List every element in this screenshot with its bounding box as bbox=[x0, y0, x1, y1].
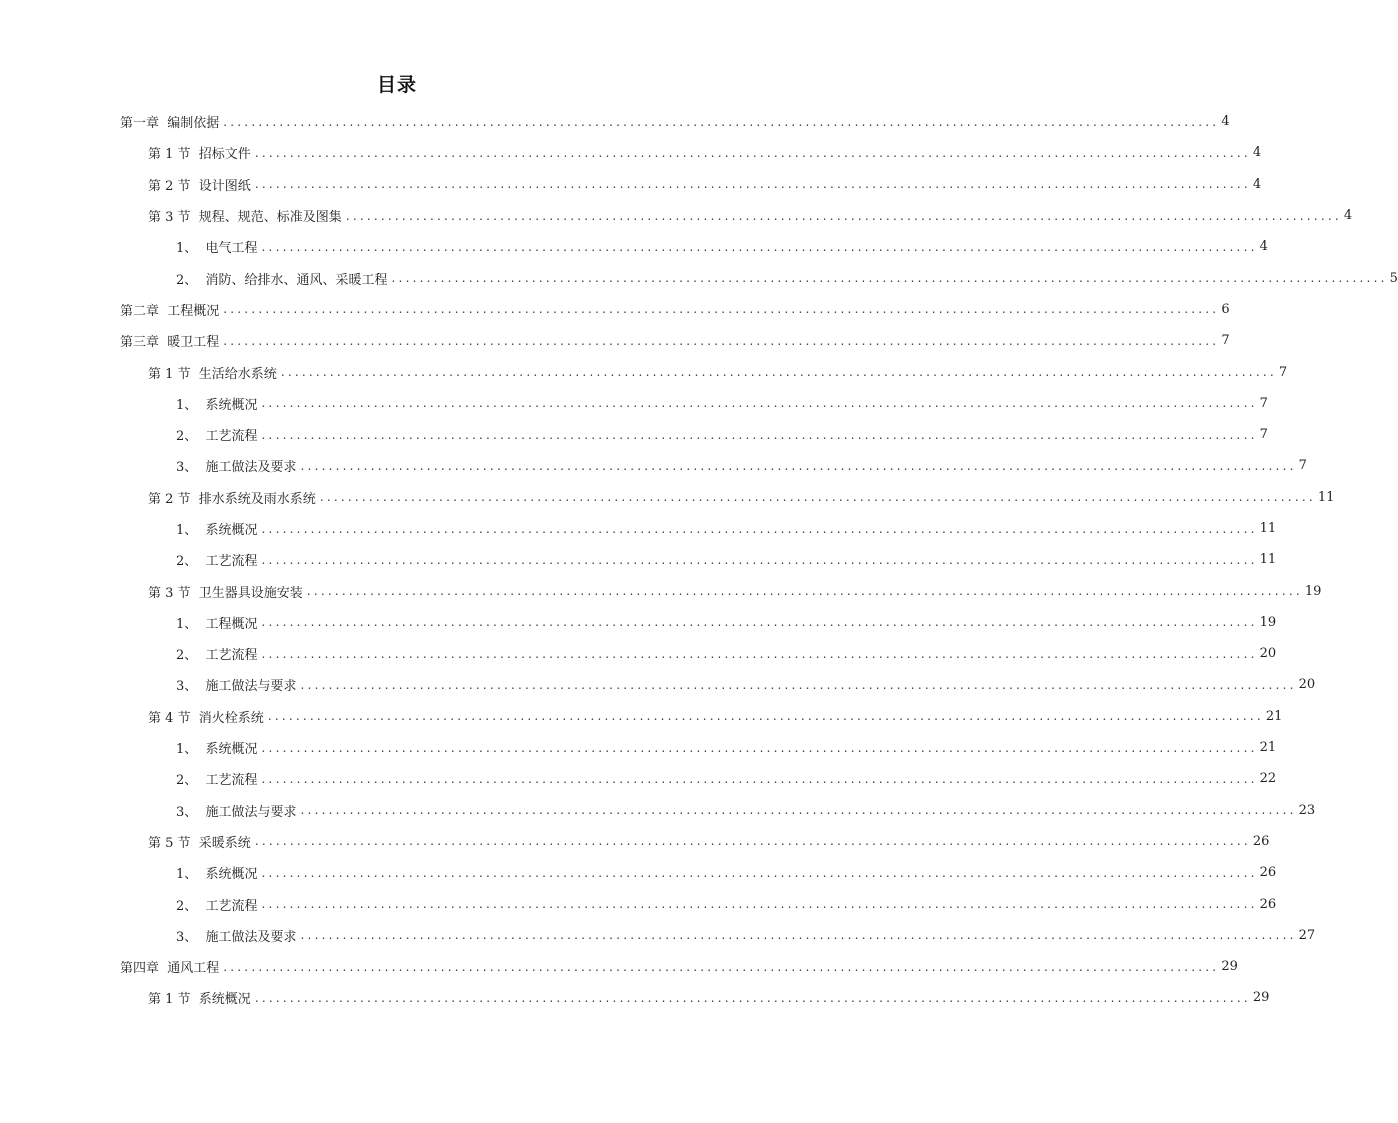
toc-leader-dots: .............................................................................................................................................. bbox=[261, 427, 1258, 442]
toc-leader-dots: .............................................................................................................................................. bbox=[261, 771, 1258, 786]
toc-leader-dots: .............................................................................................................................................. bbox=[261, 865, 1258, 880]
toc-entry[interactable] bbox=[148, 137, 1262, 168]
toc-page-number: 11 bbox=[1317, 489, 1335, 505]
toc-entry[interactable] bbox=[176, 763, 1277, 794]
toc-entry-label: 第 3 节 规程、规范、标准及图集 bbox=[148, 210, 342, 226]
toc-leader-dots: .............................................................................................................................................. bbox=[254, 145, 1251, 160]
toc-leader-dots: .............................................................................................................................................. bbox=[300, 803, 1297, 818]
toc-entry-label: 3、 施工做法及要求 bbox=[176, 929, 297, 945]
toc-page-number: 19 bbox=[1259, 614, 1277, 630]
toc-leader-dots: .............................................................................................................................................. bbox=[223, 114, 1220, 129]
toc-entry-label: 3、 施工做法及要求 bbox=[176, 460, 297, 476]
toc-page-number: 19 bbox=[1304, 583, 1322, 599]
toc-title: 目录 bbox=[376, 74, 417, 96]
toc-entry[interactable] bbox=[176, 388, 1268, 419]
toc-leader-dots: .............................................................................................................................................. bbox=[223, 302, 1220, 317]
toc-page-number: 6 bbox=[1221, 301, 1230, 317]
toc-leader-dots: .............................................................................................................................................. bbox=[300, 677, 1297, 692]
toc-entry[interactable] bbox=[148, 169, 1262, 200]
toc-leader-dots: .............................................................................................................................................. bbox=[319, 490, 1316, 505]
toc-leader-dots: .............................................................................................................................................. bbox=[254, 990, 1251, 1005]
toc-page-number: 21 bbox=[1259, 740, 1277, 756]
toc-entry-label: 1、 工程概况 bbox=[176, 616, 258, 632]
toc-entry[interactable] bbox=[148, 482, 1335, 513]
toc-leader-dots: .............................................................................................................................................. bbox=[391, 271, 1388, 286]
toc-page-number: 4 bbox=[1221, 114, 1230, 130]
toc-page-number: 27 bbox=[1298, 927, 1316, 943]
toc-entry[interactable] bbox=[176, 795, 1316, 826]
toc-page-number: 22 bbox=[1259, 771, 1277, 787]
toc-entry-label: 1、 系统概况 bbox=[176, 523, 258, 538]
toc-page-number: 7 bbox=[1259, 395, 1268, 411]
toc-entry-label: 2、 工艺流程 bbox=[176, 429, 258, 445]
toc-entry[interactable] bbox=[176, 544, 1277, 575]
toc-leader-dots: .............................................................................................................................................. bbox=[261, 396, 1258, 411]
toc-page-number: 26 bbox=[1259, 865, 1277, 881]
toc-leader-dots: .............................................................................................................................................. bbox=[261, 740, 1258, 755]
toc-entry[interactable] bbox=[148, 982, 1270, 1013]
toc-leader-dots: .............................................................................................................................................. bbox=[345, 208, 1342, 223]
toc-entry-label: 3、 施工做法与要求 bbox=[176, 679, 297, 695]
toc-entry-label: 第三章 暖卫工程 bbox=[120, 335, 220, 351]
toc-leader-dots: .............................................................................................................................................. bbox=[261, 615, 1258, 630]
toc-entry[interactable] bbox=[176, 231, 1268, 262]
toc-page-number: 4 bbox=[1259, 239, 1268, 255]
toc-page-number: 7 bbox=[1298, 458, 1307, 474]
toc-entry-label: 1、 系统概况 bbox=[176, 867, 258, 883]
toc-entry-label: 第 4 节 消火栓系统 bbox=[148, 710, 264, 726]
toc-page-number: 4 bbox=[1252, 145, 1262, 161]
toc-entry[interactable] bbox=[176, 857, 1277, 888]
toc-leader-dots: .............................................................................................................................................. bbox=[261, 552, 1258, 567]
toc-entry-label: 3、 施工做法与要求 bbox=[176, 804, 297, 820]
toc-entry[interactable] bbox=[176, 513, 1277, 544]
toc-leader-dots: .............................................................................................................................................. bbox=[280, 365, 1277, 380]
toc-leader-dots: .............................................................................................................................................. bbox=[254, 834, 1251, 849]
toc-page-number: 26 bbox=[1259, 896, 1277, 912]
toc-leader-dots: .............................................................................................................................................. bbox=[261, 897, 1258, 912]
toc-page-number: 11 bbox=[1259, 521, 1277, 536]
toc-page-number: 7 bbox=[1259, 427, 1268, 443]
toc-entry[interactable] bbox=[148, 701, 1283, 732]
toc-entry[interactable] bbox=[148, 575, 1322, 606]
toc-entry-label: 2、 消防、给排水、通风、采暖工程 bbox=[176, 272, 388, 288]
toc-entry[interactable] bbox=[176, 607, 1277, 638]
toc-entry-label: 2、 工艺流程 bbox=[176, 898, 258, 914]
toc-page-number: 7 bbox=[1278, 364, 1288, 380]
toc-entry[interactable] bbox=[176, 450, 1307, 481]
toc-entry-label: 第一章 编制依据 bbox=[120, 116, 220, 132]
toc-leader-dots: .............................................................................................................................................. bbox=[223, 959, 1220, 974]
toc-entry[interactable] bbox=[176, 732, 1277, 763]
toc-entry[interactable] bbox=[176, 920, 1316, 951]
toc-leader-dots: .............................................................................................................................................. bbox=[254, 177, 1251, 192]
toc-entry-label: 2、 工艺流程 bbox=[176, 554, 258, 570]
toc-page-number: 5 bbox=[1389, 270, 1398, 286]
toc-entry-label: 第 1 节 生活给水系统 bbox=[148, 366, 277, 382]
toc-leader-dots: .............................................................................................................................................. bbox=[223, 333, 1220, 348]
toc-entry-label: 第二章 工程概况 bbox=[120, 303, 220, 319]
toc-entry[interactable] bbox=[176, 888, 1277, 919]
toc-entry[interactable] bbox=[120, 294, 1230, 325]
toc-page-number: 29 bbox=[1252, 990, 1270, 1006]
toc-leader-dots: .............................................................................................................................................. bbox=[300, 458, 1297, 473]
toc-page-number: 20 bbox=[1259, 646, 1277, 662]
toc-entry-label: 第四章 通风工程 bbox=[120, 961, 220, 977]
toc-page-number: 29 bbox=[1221, 959, 1238, 975]
toc-entry-label: 第 2 节 设计图纸 bbox=[148, 178, 251, 194]
toc-page-number: 4 bbox=[1343, 208, 1353, 224]
toc-entry-label: 2、 工艺流程 bbox=[176, 648, 258, 664]
toc-list bbox=[0, 106, 1398, 1014]
toc-entry[interactable] bbox=[176, 419, 1268, 450]
toc-entry[interactable] bbox=[176, 638, 1277, 669]
toc-entry-label: 1、 系统概况 bbox=[176, 397, 258, 413]
toc-entry-label: 第 5 节 采暖系统 bbox=[148, 835, 251, 851]
toc-entry-label: 2、 工艺流程 bbox=[176, 773, 258, 789]
toc-entry-label: 第 1 节 系统概况 bbox=[148, 992, 251, 1008]
toc-page-number: 4 bbox=[1252, 176, 1262, 192]
toc-page-number: 21 bbox=[1265, 708, 1283, 724]
toc-entry[interactable] bbox=[176, 669, 1316, 700]
toc-entry[interactable] bbox=[148, 826, 1270, 857]
toc-page-number: 20 bbox=[1298, 677, 1316, 693]
toc-leader-dots: .............................................................................................................................................. bbox=[300, 928, 1297, 943]
toc-entry[interactable] bbox=[120, 106, 1230, 137]
toc-entry[interactable] bbox=[120, 325, 1230, 356]
toc-leader-dots: .............................................................................................................................................. bbox=[306, 584, 1303, 599]
toc-entry-label: 第 3 节 卫生器具设施安装 bbox=[148, 585, 303, 601]
toc-entry[interactable] bbox=[148, 356, 1288, 387]
toc-entry-label: 第 2 节 排水系统及雨水系统 bbox=[148, 491, 316, 507]
toc-page-number: 7 bbox=[1221, 333, 1230, 349]
toc-leader-dots: .............................................................................................................................................. bbox=[261, 521, 1258, 536]
toc-page-number: 11 bbox=[1259, 552, 1277, 568]
toc-page-number: 23 bbox=[1298, 802, 1316, 818]
toc-leader-dots: .............................................................................................................................................. bbox=[261, 239, 1258, 254]
toc-entry[interactable] bbox=[148, 200, 1353, 231]
toc-leader-dots: .............................................................................................................................................. bbox=[267, 709, 1264, 724]
toc-page-number: 26 bbox=[1252, 833, 1270, 849]
toc-entry[interactable] bbox=[120, 951, 1238, 982]
toc-entry-label: 1、 电气工程 bbox=[176, 241, 258, 257]
toc-entry-label: 第 1 节 招标文件 bbox=[148, 147, 251, 163]
toc-leader-dots: .............................................................................................................................................. bbox=[261, 646, 1258, 661]
toc-entry-label: 1、 系统概况 bbox=[176, 742, 258, 758]
toc-entry[interactable] bbox=[176, 262, 1398, 293]
